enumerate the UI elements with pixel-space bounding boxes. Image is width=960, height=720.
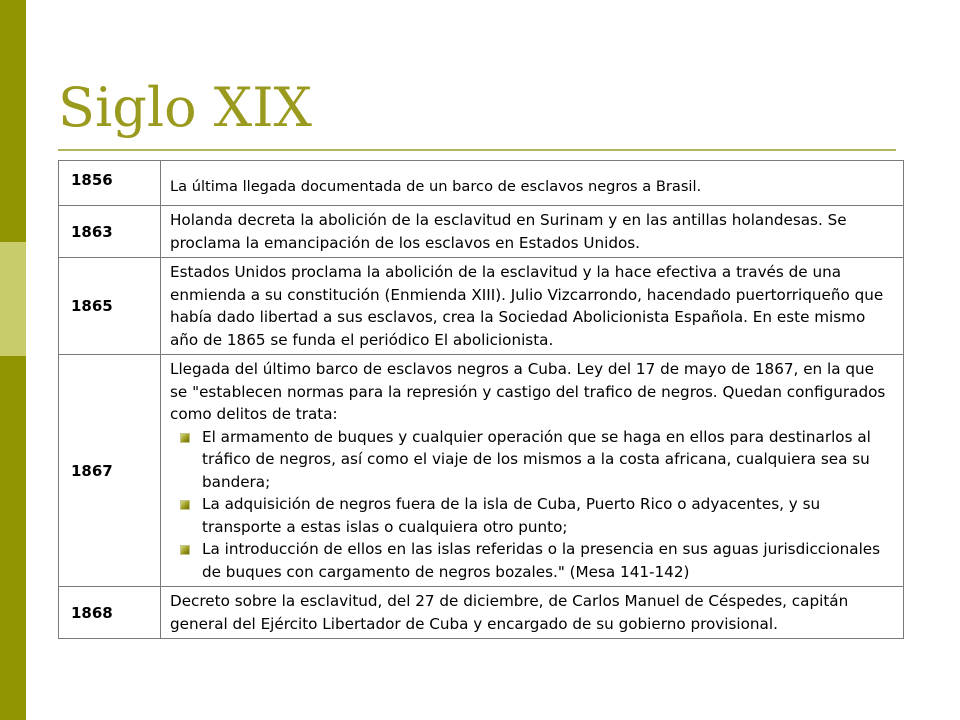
slide-title: Siglo XIX: [58, 76, 312, 139]
timeline-table: [58, 160, 904, 639]
list-item: [202, 493, 893, 538]
list-item: [202, 538, 893, 583]
year-cell: 1865: [59, 258, 161, 355]
year-cell: 1856: [59, 161, 161, 206]
year-cell: 1863: [59, 206, 161, 258]
list-item: [202, 426, 893, 494]
table-row: [59, 206, 904, 258]
list-item-text: La introducción de ellos en las islas referidas o la presencia en sus aguas jurisdiccionales de buques con cargamento de negros bozales." (Mesa 141-142): [202, 540, 881, 581]
table-row: [59, 258, 904, 355]
year-cell: 1868: [59, 587, 161, 639]
table-row: [59, 161, 904, 206]
side-bar-top: [0, 0, 26, 242]
description-cell: [161, 355, 904, 587]
title-underline: [58, 149, 896, 151]
side-bar-middle: [0, 242, 26, 356]
list-item-text: El armamento de buques y cualquier operación que se haga en ellos para destinarlos al tráfico de negros, así como el viaje de los mismos a la costa africana, cualquiera sea su bandera;: [202, 427, 871, 491]
square-bullet-icon: [180, 500, 190, 510]
table-row: [59, 587, 904, 639]
table-row: [59, 355, 904, 587]
description-intro: Llegada del último barco de esclavos negros a Cuba. Ley del 17 de mayo de 1867, en la que se "establecen normas para la represión y castigo del trafico de negros. Quedan configurados como delitos de trata:: [170, 360, 886, 423]
description-cell: Holanda decreta la abolición de la esclavitud en Surinam y en las antillas holandesas. Se proclama la emancipación de los esclavos en Estados Unidos.: [161, 206, 904, 258]
year-cell: 1867: [59, 355, 161, 587]
offense-list: [170, 426, 893, 584]
list-item-text: La adquisición de negros fuera de la isla de Cuba, Puerto Rico o adyacentes, y su transporte a estas islas o cualquiera otro punto;: [202, 495, 821, 536]
square-bullet-icon: [180, 545, 190, 555]
description-cell: Decreto sobre la esclavitud, del 27 de diciembre, de Carlos Manuel de Céspedes, capitán general del Ejército Libertador de Cuba y encargado de su gobierno provisional.: [161, 587, 904, 639]
side-bar-bottom: [0, 356, 26, 720]
description-cell: La última llegada documentada de un barco de esclavos negros a Brasil.: [161, 161, 904, 206]
description-cell: Estados Unidos proclama la abolición de la esclavitud y la hace efectiva a través de una enmienda a su constitución (Enmienda XIII). Julio Vizcarrondo, hacendado puertorriqueño que había dado libertad a sus esclavos, crea la Sociedad Abolicionista Española. En este mismo año de 1865 se funda el periódico El abolicionista.: [161, 258, 904, 355]
square-bullet-icon: [180, 433, 190, 443]
